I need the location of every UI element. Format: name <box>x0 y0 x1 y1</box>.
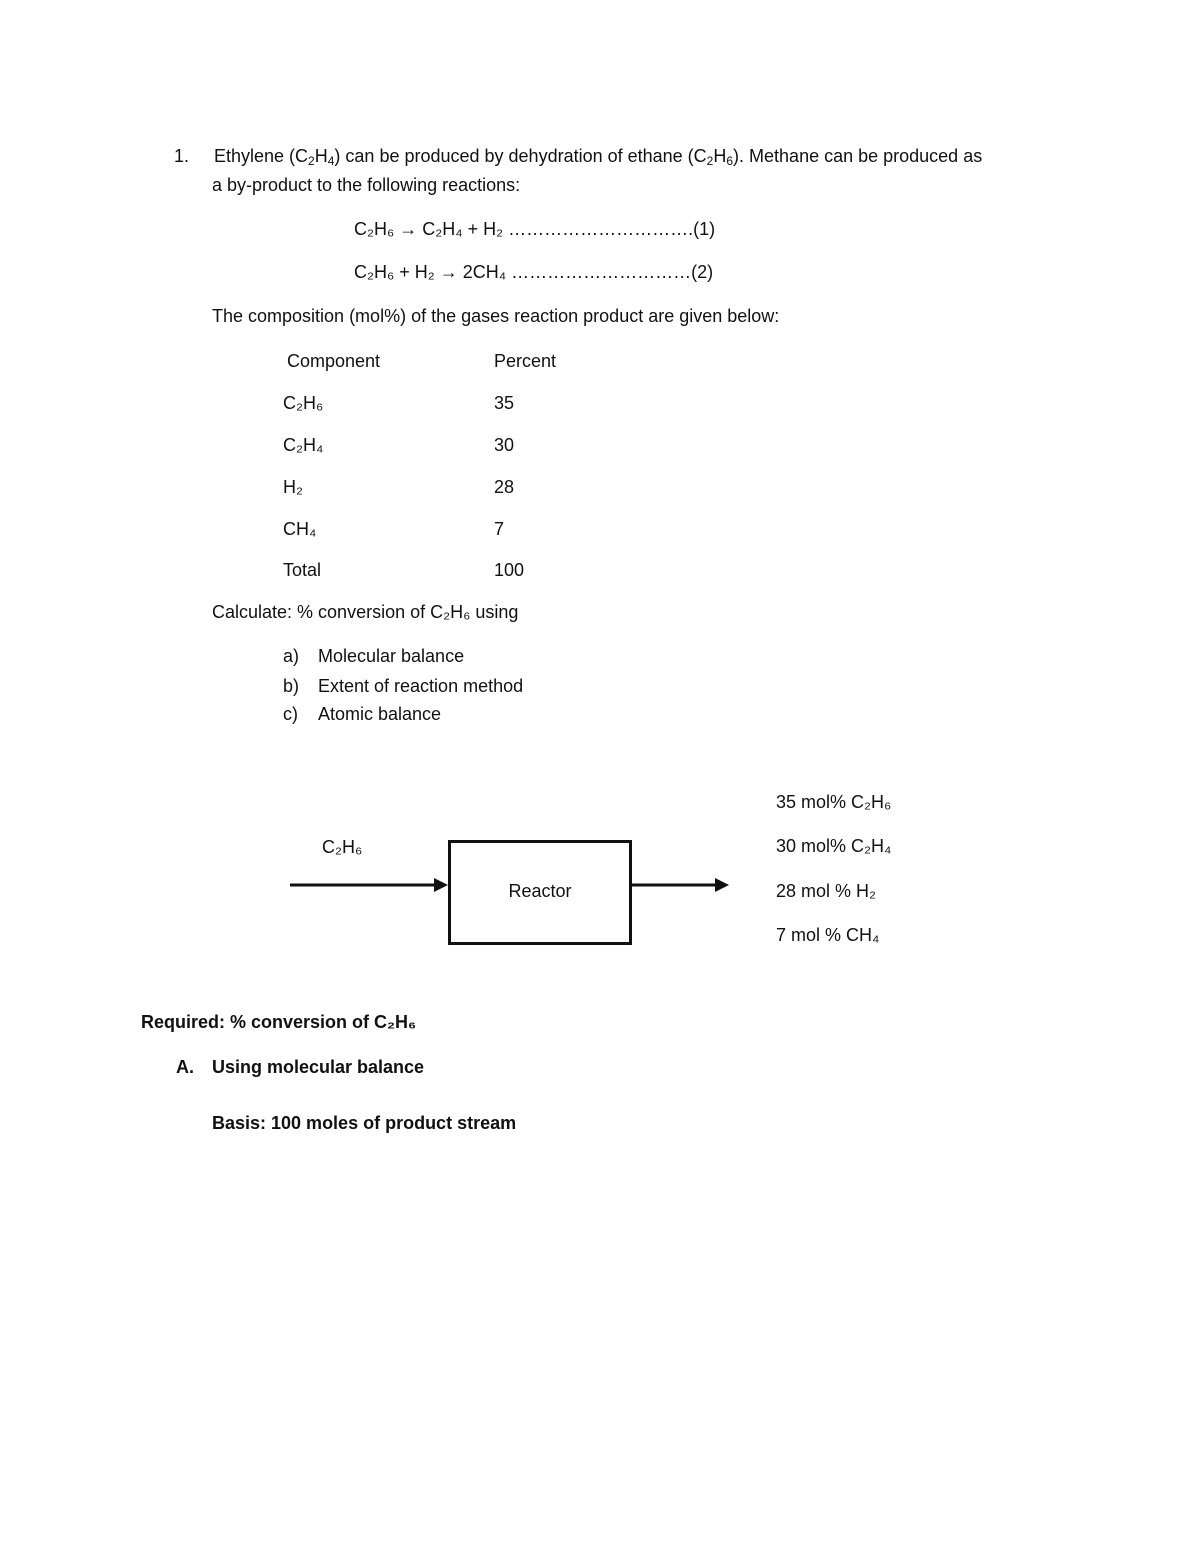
list-item: Atomic balance <box>318 704 442 724</box>
reactor-label: Reactor <box>508 881 572 901</box>
product-stream-item: 7 mol % CH₄ <box>776 925 880 945</box>
list-item: Extent of reaction method <box>318 676 524 696</box>
product-stream-item: 28 mol % H₂ <box>776 881 877 901</box>
table-cell-percent: 100 <box>494 560 525 580</box>
list-item-marker: c) <box>283 704 298 724</box>
product-arrowhead <box>715 878 729 892</box>
table-cell-component: Total <box>283 560 322 580</box>
basis-text: Basis: 100 moles of product stream <box>212 1113 517 1133</box>
table-cell-component: C₂H₆ <box>283 393 324 413</box>
product-stream-item: 30 mol% C₂H₄ <box>776 836 892 856</box>
list-item: Molecular balance <box>318 646 465 666</box>
table-cell-percent: 30 <box>494 435 515 455</box>
calculate-label: Calculate: % conversion of C₂H₆ using <box>212 602 519 622</box>
table-cell-component: CH₄ <box>283 519 317 539</box>
problem-intro-line1: Ethylene $(C_2H_4)$ can be produced by dehydration of ethane $(C_2H_6)$. Methane can be produced as <box>214 146 983 168</box>
list-item-marker: b) <box>283 676 300 696</box>
table-cell-component: C₂H₄ <box>283 435 324 455</box>
feed-arrowhead <box>434 878 448 892</box>
composition-heading: The composition (mol%) of the gases reaction product are given below: <box>212 306 780 326</box>
section-title: Using molecular balance <box>212 1057 425 1077</box>
problem-intro-line2: a by-product to the following reactions: <box>212 175 521 195</box>
table-cell-percent: 7 <box>494 519 505 539</box>
section-marker: A. <box>176 1057 194 1077</box>
reaction-2: C₂H₆ + H₂ → 2CH₄ …………………………(2) <box>354 262 714 282</box>
feed-label: C₂H₆ <box>322 837 363 857</box>
product-stream-item: 35 mol% C₂H₆ <box>776 792 892 812</box>
table-cell-percent: 28 <box>494 477 515 497</box>
table-header-component: Component <box>287 351 381 371</box>
required-heading: Required: % conversion of C₂H₆ <box>141 1012 417 1032</box>
reaction-1: C₂H₆ → C₂H₄ + H₂ ………………………….(1) <box>354 219 716 239</box>
reactor-box <box>448 840 632 945</box>
table-header-percent: Percent <box>494 351 557 371</box>
problem-number: 1. <box>174 146 190 166</box>
table-cell-component: H₂ <box>283 477 303 497</box>
list-item-marker: a) <box>283 646 300 666</box>
table-cell-percent: 35 <box>494 393 515 413</box>
